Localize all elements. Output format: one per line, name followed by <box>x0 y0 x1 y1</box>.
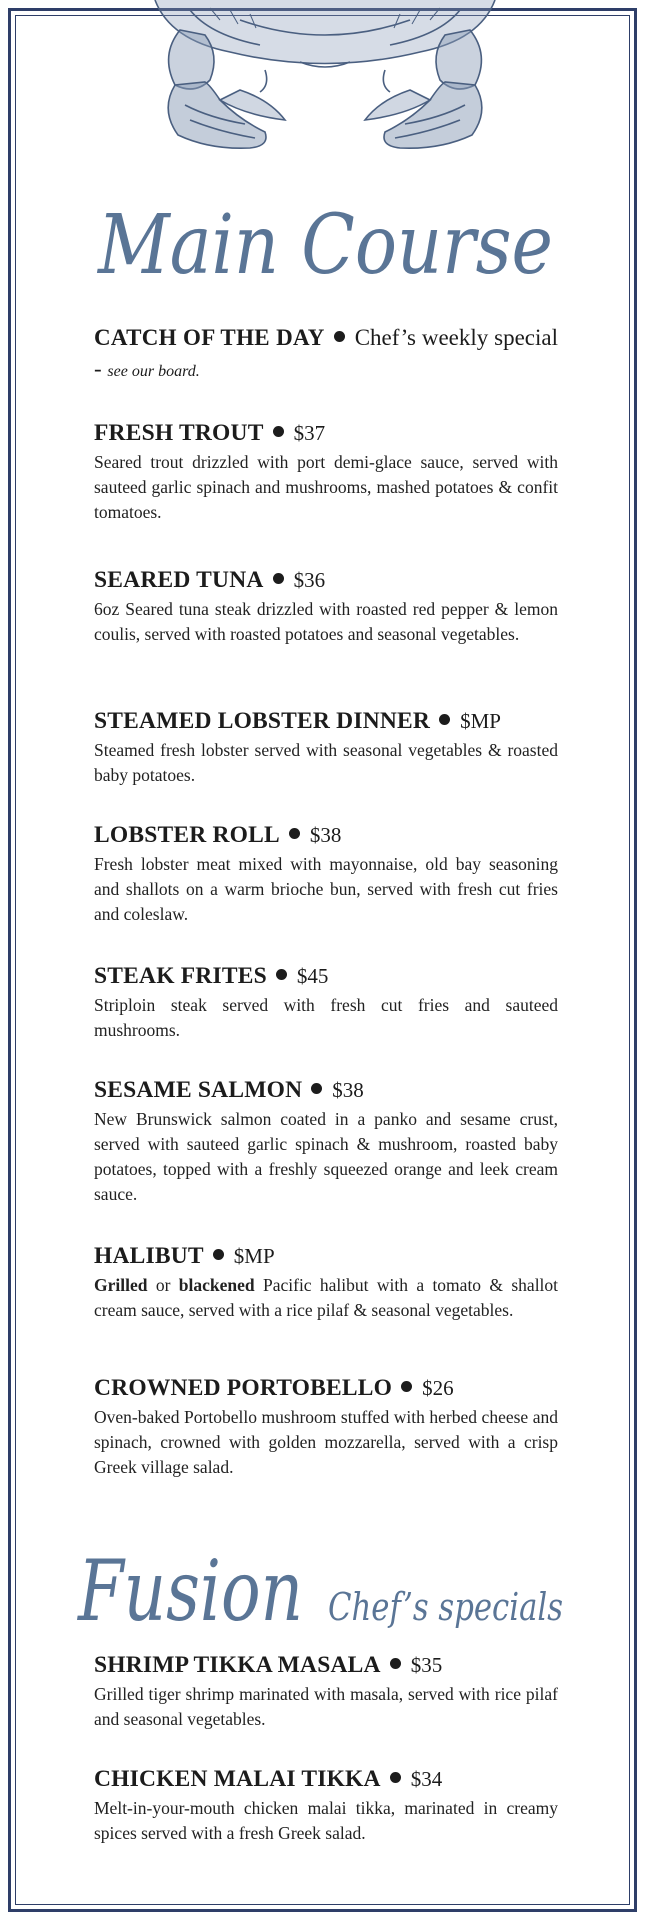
fusion-title <box>78 1520 568 1645</box>
bullet-icon <box>276 969 287 980</box>
bullet-icon <box>439 714 450 725</box>
dish-description: Seared trout drizzled with port demi-glace sauce, served with sauteed garlic spinach and mushrooms, mashed potatoes & confit tomatoes. <box>94 452 558 522</box>
main-course-title <box>98 185 558 305</box>
bullet-icon <box>213 1249 224 1260</box>
fusion-title-text: Fusion <box>76 1542 304 1640</box>
dish-price: $34 <box>410 1767 443 1791</box>
dish-price: $35 <box>410 1653 443 1677</box>
catch-note: see our board. <box>107 363 200 380</box>
bullet-icon <box>334 331 345 342</box>
bullet-icon <box>273 573 284 584</box>
dish-description: 6oz Seared tuna steak drizzled with roasted red pepper & lemon coulis, served with roasted potatoes and seasonal vegetables. <box>94 599 558 644</box>
dish-description: Oven-baked Portobello mushroom stuffed with herbed cheese and spinach, crowned with golden mozzarella, served with a crisp Greek village salad. <box>94 1407 558 1477</box>
crab-illustration-icon <box>150 0 500 170</box>
dish-name: LOBSTER ROLL <box>94 822 280 848</box>
dish-description: Steamed fresh lobster served with seasonal vegetables & roasted baby potatoes. <box>94 740 558 785</box>
dish-price: $26 <box>422 1376 454 1400</box>
dish-description: Melt-in-your-mouth chicken malai tikka, marinated in creamy spices served with a fresh Greek salad. <box>94 1798 558 1843</box>
desc-rest: Pacific halibut with a tomato & shallot cream sauce, served with a rice pilaf & seasonal vegetables. <box>94 1275 559 1320</box>
bullet-icon <box>390 1772 401 1783</box>
dish-description: Grilled tiger shrimp marinated with masala, served with rice pilaf and seasonal vegetables. <box>94 1684 558 1729</box>
fusion-item <box>94 1650 558 1732</box>
dish-description: Striploin steak served with fresh cut fries and sauteed mushrooms. <box>94 995 558 1040</box>
catch-name: CATCH OF THE DAY <box>94 325 325 350</box>
dish-name: HALIBUT <box>94 1243 204 1269</box>
menu-item <box>94 565 558 647</box>
menu-item <box>94 418 558 525</box>
dish-price: $MP <box>460 709 501 733</box>
catch-of-the-day <box>94 322 558 387</box>
catch-text: Chef’s weekly special - <box>94 325 558 381</box>
bullet-icon <box>273 426 284 437</box>
dish-name: CROWNED PORTOBELLO <box>94 1375 393 1401</box>
dish-name: STEAK FRITES <box>94 963 267 989</box>
dish-price: $36 <box>293 568 326 592</box>
desc-or: or <box>155 1275 171 1295</box>
fusion-subtitle-text: Chef’s specials <box>328 1585 563 1629</box>
dish-name: STEAMED LOBSTER DINNER <box>94 708 431 734</box>
desc-bold-grilled: Grilled <box>94 1275 148 1295</box>
menu-item <box>94 961 558 1043</box>
dish-price: $MP <box>233 1244 275 1268</box>
dish-price: $38 <box>332 1078 364 1102</box>
dish-description <box>94 1273 558 1323</box>
fusion-item <box>94 1764 558 1846</box>
menu-item <box>94 706 558 788</box>
bullet-icon <box>390 1658 401 1669</box>
menu-item <box>94 1075 558 1207</box>
dish-description: New Brunswick salmon coated in a panko and sesame crust, served with sauteed garlic spinach & mushroom, roasted baby potatoes, topped with a freshly squeezed orange and leek cream sauce. <box>94 1109 558 1204</box>
dish-name: FRESH TROUT <box>94 420 264 446</box>
dish-price: $45 <box>296 964 329 988</box>
dish-name: SESAME SALMON <box>94 1077 303 1103</box>
bullet-icon <box>311 1083 322 1094</box>
bullet-icon <box>401 1381 412 1392</box>
dish-name: CHICKEN MALAI TIKKA <box>94 1766 381 1792</box>
bullet-icon <box>289 828 300 839</box>
menu-item <box>94 820 558 927</box>
svg-text:Main Course: Main Course <box>96 198 553 293</box>
dish-description: Fresh lobster meat mixed with mayonnaise, old bay seasoning and shallots on a warm brioche bun, served with fresh cut fries and coleslaw. <box>94 854 558 924</box>
dish-name: SHRIMP TIKKA MASALA <box>94 1652 381 1678</box>
dish-price: $37 <box>293 421 326 445</box>
dish-price: $38 <box>309 823 342 847</box>
desc-bold-blackened: blackened <box>178 1275 255 1295</box>
dish-name: SEARED TUNA <box>94 567 264 593</box>
menu-item <box>94 1241 558 1323</box>
menu-item <box>94 1373 558 1480</box>
